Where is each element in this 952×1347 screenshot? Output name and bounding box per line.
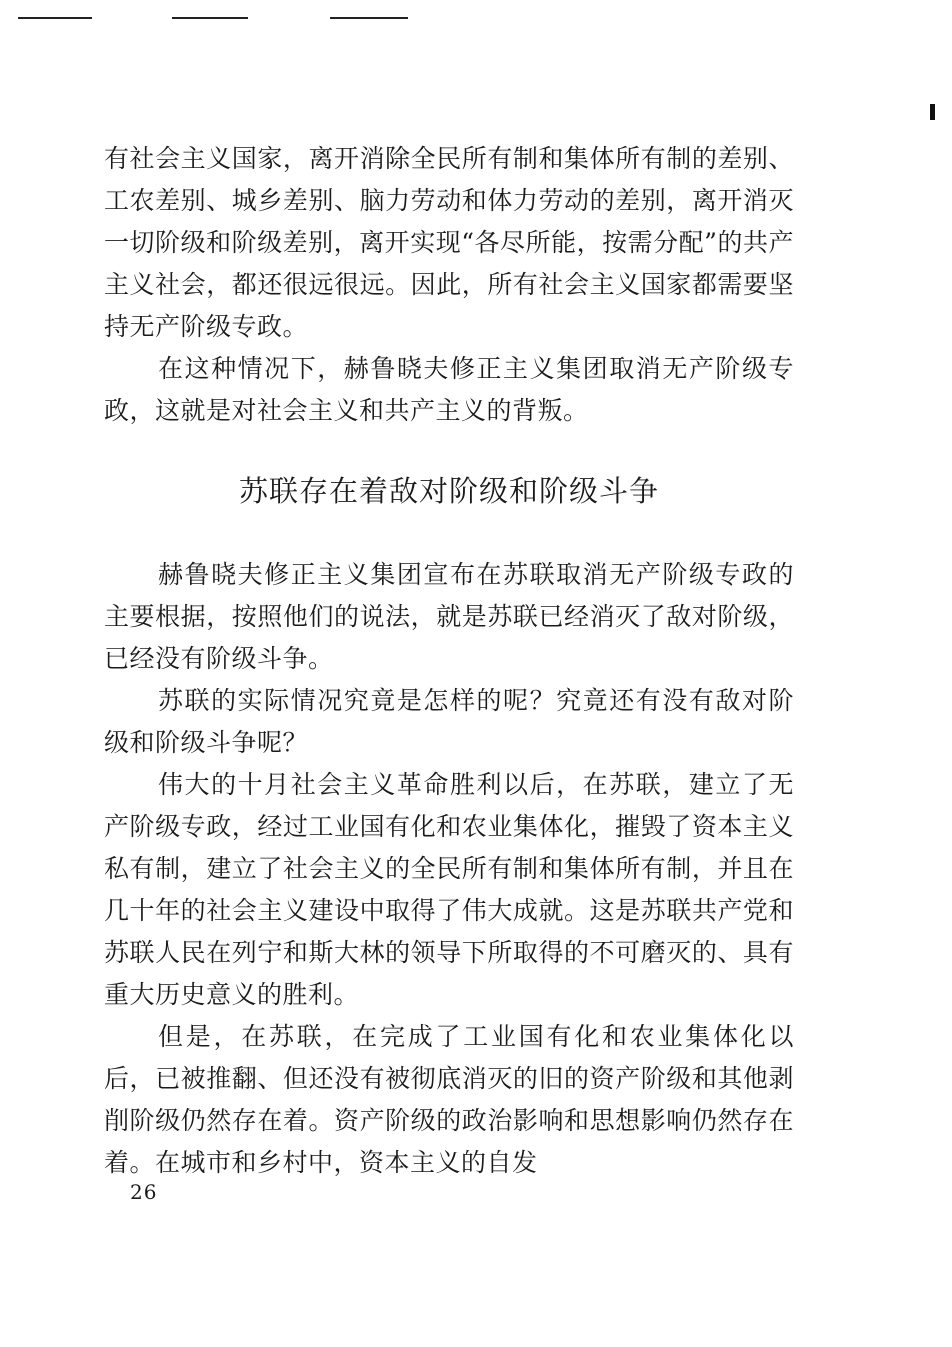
text-block-top [104, 138, 794, 432]
page-number: 26 [130, 1180, 158, 1204]
text-block-main [104, 554, 794, 1184]
paragraph: 苏联的实际情况究竟是怎样的呢？究竟还有没有敌对阶级和阶级斗争呢？ [104, 686, 794, 757]
paragraph-continued: 有社会主义国家，离开消除全民所有制和集体所有制的差别、工农差别、城乡差别、脑力劳动和体力劳动的差别，离开消灭一切阶级和阶级差别，离开实现“各尽所能，按需分配”的共产主义社会，都还很远很远。因此，所有社会主义国家都需要坚持无产阶级专政。 [104, 144, 794, 341]
paragraph: 赫鲁晓夫修正主义集团宣布在苏联取消无产阶级专政的主要根据，按照他们的说法，就是苏联已经消灭了敌对阶级，已经没有阶级斗争。 [104, 560, 794, 673]
paragraph: 伟大的十月社会主义革命胜利以后，在苏联，建立了无产阶级专政，经过工业国有化和农业集体化，摧毁了资本主义私有制，建立了社会主义的全民所有制和集体所有制，并且在几十年的社会主义建设中取得了伟大成就。这是苏联共产党和苏联人民在列宁和斯大林的领导下所取得的不可磨灭的、具有重大历史意义的胜利。 [104, 770, 794, 1009]
header-rule-middle [172, 17, 248, 19]
paragraph: 但是，在苏联，在完成了工业国有化和农业集体化以后，已被推翻、但还没有被彻底消灭的旧的资产阶级和其他剥削阶级仍然存在着。资产阶级的政治影响和思想影响仍然存在着。在城市和乡村中，资本主义的自发 [104, 1022, 794, 1177]
section-heading: 苏联存在着敌对阶级和阶级斗争 [238, 474, 659, 508]
header-rule-right [330, 17, 408, 19]
margin-mark [930, 104, 935, 120]
header-rule-left [18, 17, 92, 19]
paragraph: 在这种情况下，赫鲁晓夫修正主义集团取消无产阶级专政，这就是对社会主义和共产主义的背叛。 [104, 354, 794, 425]
